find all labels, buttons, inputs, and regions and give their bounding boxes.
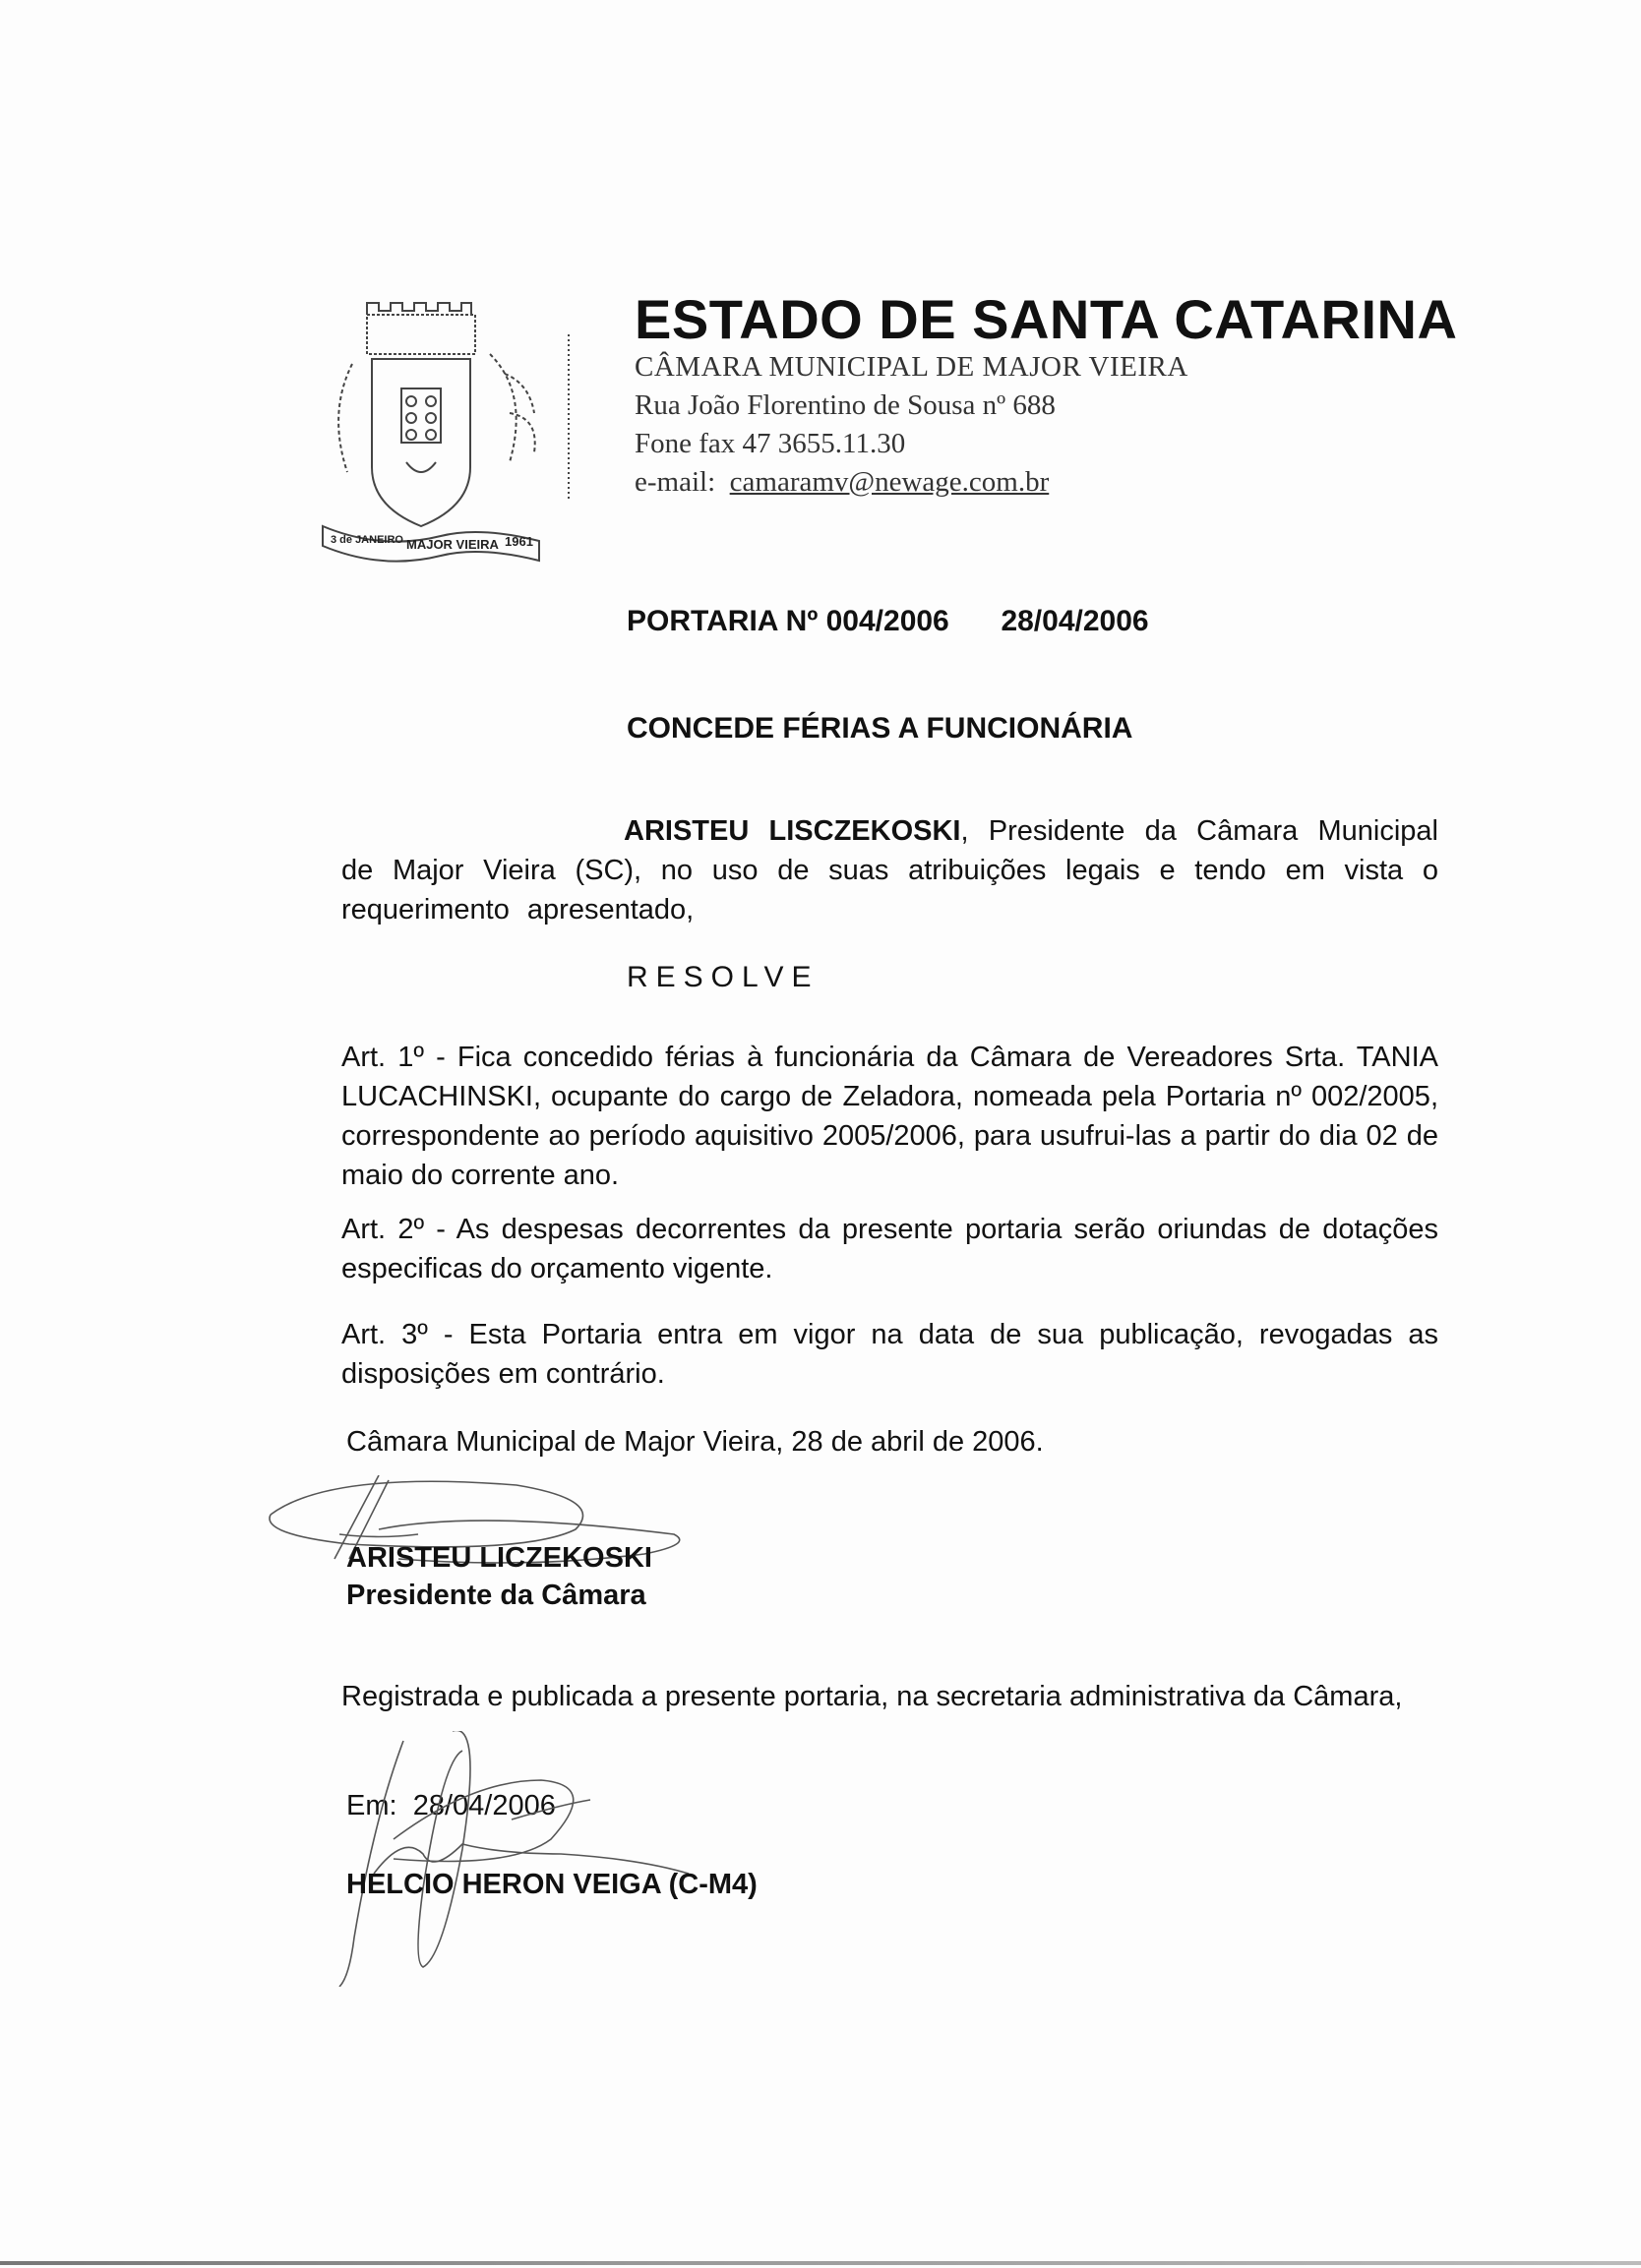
registry-text: Registrada e publicada a presente portaria, na secretaria administrativa da Câmara, — [341, 1681, 1403, 1712]
article-3 — [341, 1315, 1438, 1394]
intro-paragraph — [341, 811, 1438, 929]
portaria-heading — [627, 605, 1149, 638]
portaria-date: 28/04/2006 — [1001, 605, 1149, 637]
signer-2-name: HELCIO HERON VEIGA (C-M4) — [346, 1869, 758, 1900]
portaria-number: PORTARIA Nº 004/2006 — [627, 605, 949, 637]
article-1 — [341, 1038, 1438, 1195]
portaria-subject: CONCEDE FÉRIAS A FUNCIONÁRIA — [627, 712, 1133, 745]
article-text: Esta Portaria entra em vigor na data de sua publicação, revogadas as disposições em contrário. — [341, 1319, 1438, 1390]
article-2 — [341, 1210, 1438, 1288]
closing-place-date: Câmara Municipal de Major Vieira, 28 de abril de 2006. — [346, 1426, 1044, 1458]
address: Rua João Florentino de Sousa nº 688 — [635, 389, 1056, 421]
crest-ribbon-center: MAJOR VIEIRA — [406, 537, 499, 552]
intro-text: , Presidente da Câmara Municipal de Major Vieira (SC), no uso de suas atribuições legais e tendo em vista o requerimento apresentado, — [341, 815, 1438, 925]
resolve-heading: RESOLVE — [627, 961, 820, 993]
crest-ribbon-right: 1961 — [505, 534, 533, 549]
chamber-name: CÂMARA MUNICIPAL DE MAJOR VIEIRA — [635, 351, 1188, 383]
page-edge-divider — [0, 2261, 1641, 2265]
signer-1-name: ARISTEU LICZEKOSKI — [346, 1542, 652, 1574]
crest-ribbon-left: 3 de JANEIRO — [331, 534, 403, 546]
president-name: ARISTEU LISCZEKOSKI — [624, 815, 961, 847]
email-line — [635, 466, 1049, 499]
email-label: e-mail: — [635, 466, 716, 498]
article-label: Art. 2º - — [341, 1214, 456, 1245]
phone: Fone fax 47 3655.11.30 — [635, 428, 906, 459]
signature-2-icon — [334, 1731, 826, 1987]
registry-date-line — [346, 1790, 556, 1822]
registry-date: 28/04/2006 — [412, 1790, 556, 1821]
municipal-crest-icon — [313, 295, 608, 570]
article-text: As despesas decorrentes da presente portaria serão oriundas de dotações especificas do orçamento vigente. — [341, 1214, 1438, 1284]
article-label: Art. 3º - — [341, 1319, 469, 1350]
email-link[interactable]: camaramv@newage.com.br — [729, 466, 1050, 498]
state-title: ESTADO DE SANTA CATARINA — [635, 288, 1458, 350]
article-text: Fica concedido férias à funcionária da Câmara de Vereadores Srta. TANIA LUCACHINSKI, ocupante do cargo de Zeladora, nomeada pela Portaria nº 002/2005, correspondente ao período aquisitivo 2005/2006, para usufrui-las a partir do dia 02 de maio do corrente ano. — [341, 1042, 1438, 1191]
signer-1-role: Presidente da Câmara — [346, 1580, 646, 1611]
registry-date-label: Em: — [346, 1790, 397, 1821]
article-label: Art. 1º - — [341, 1042, 457, 1073]
